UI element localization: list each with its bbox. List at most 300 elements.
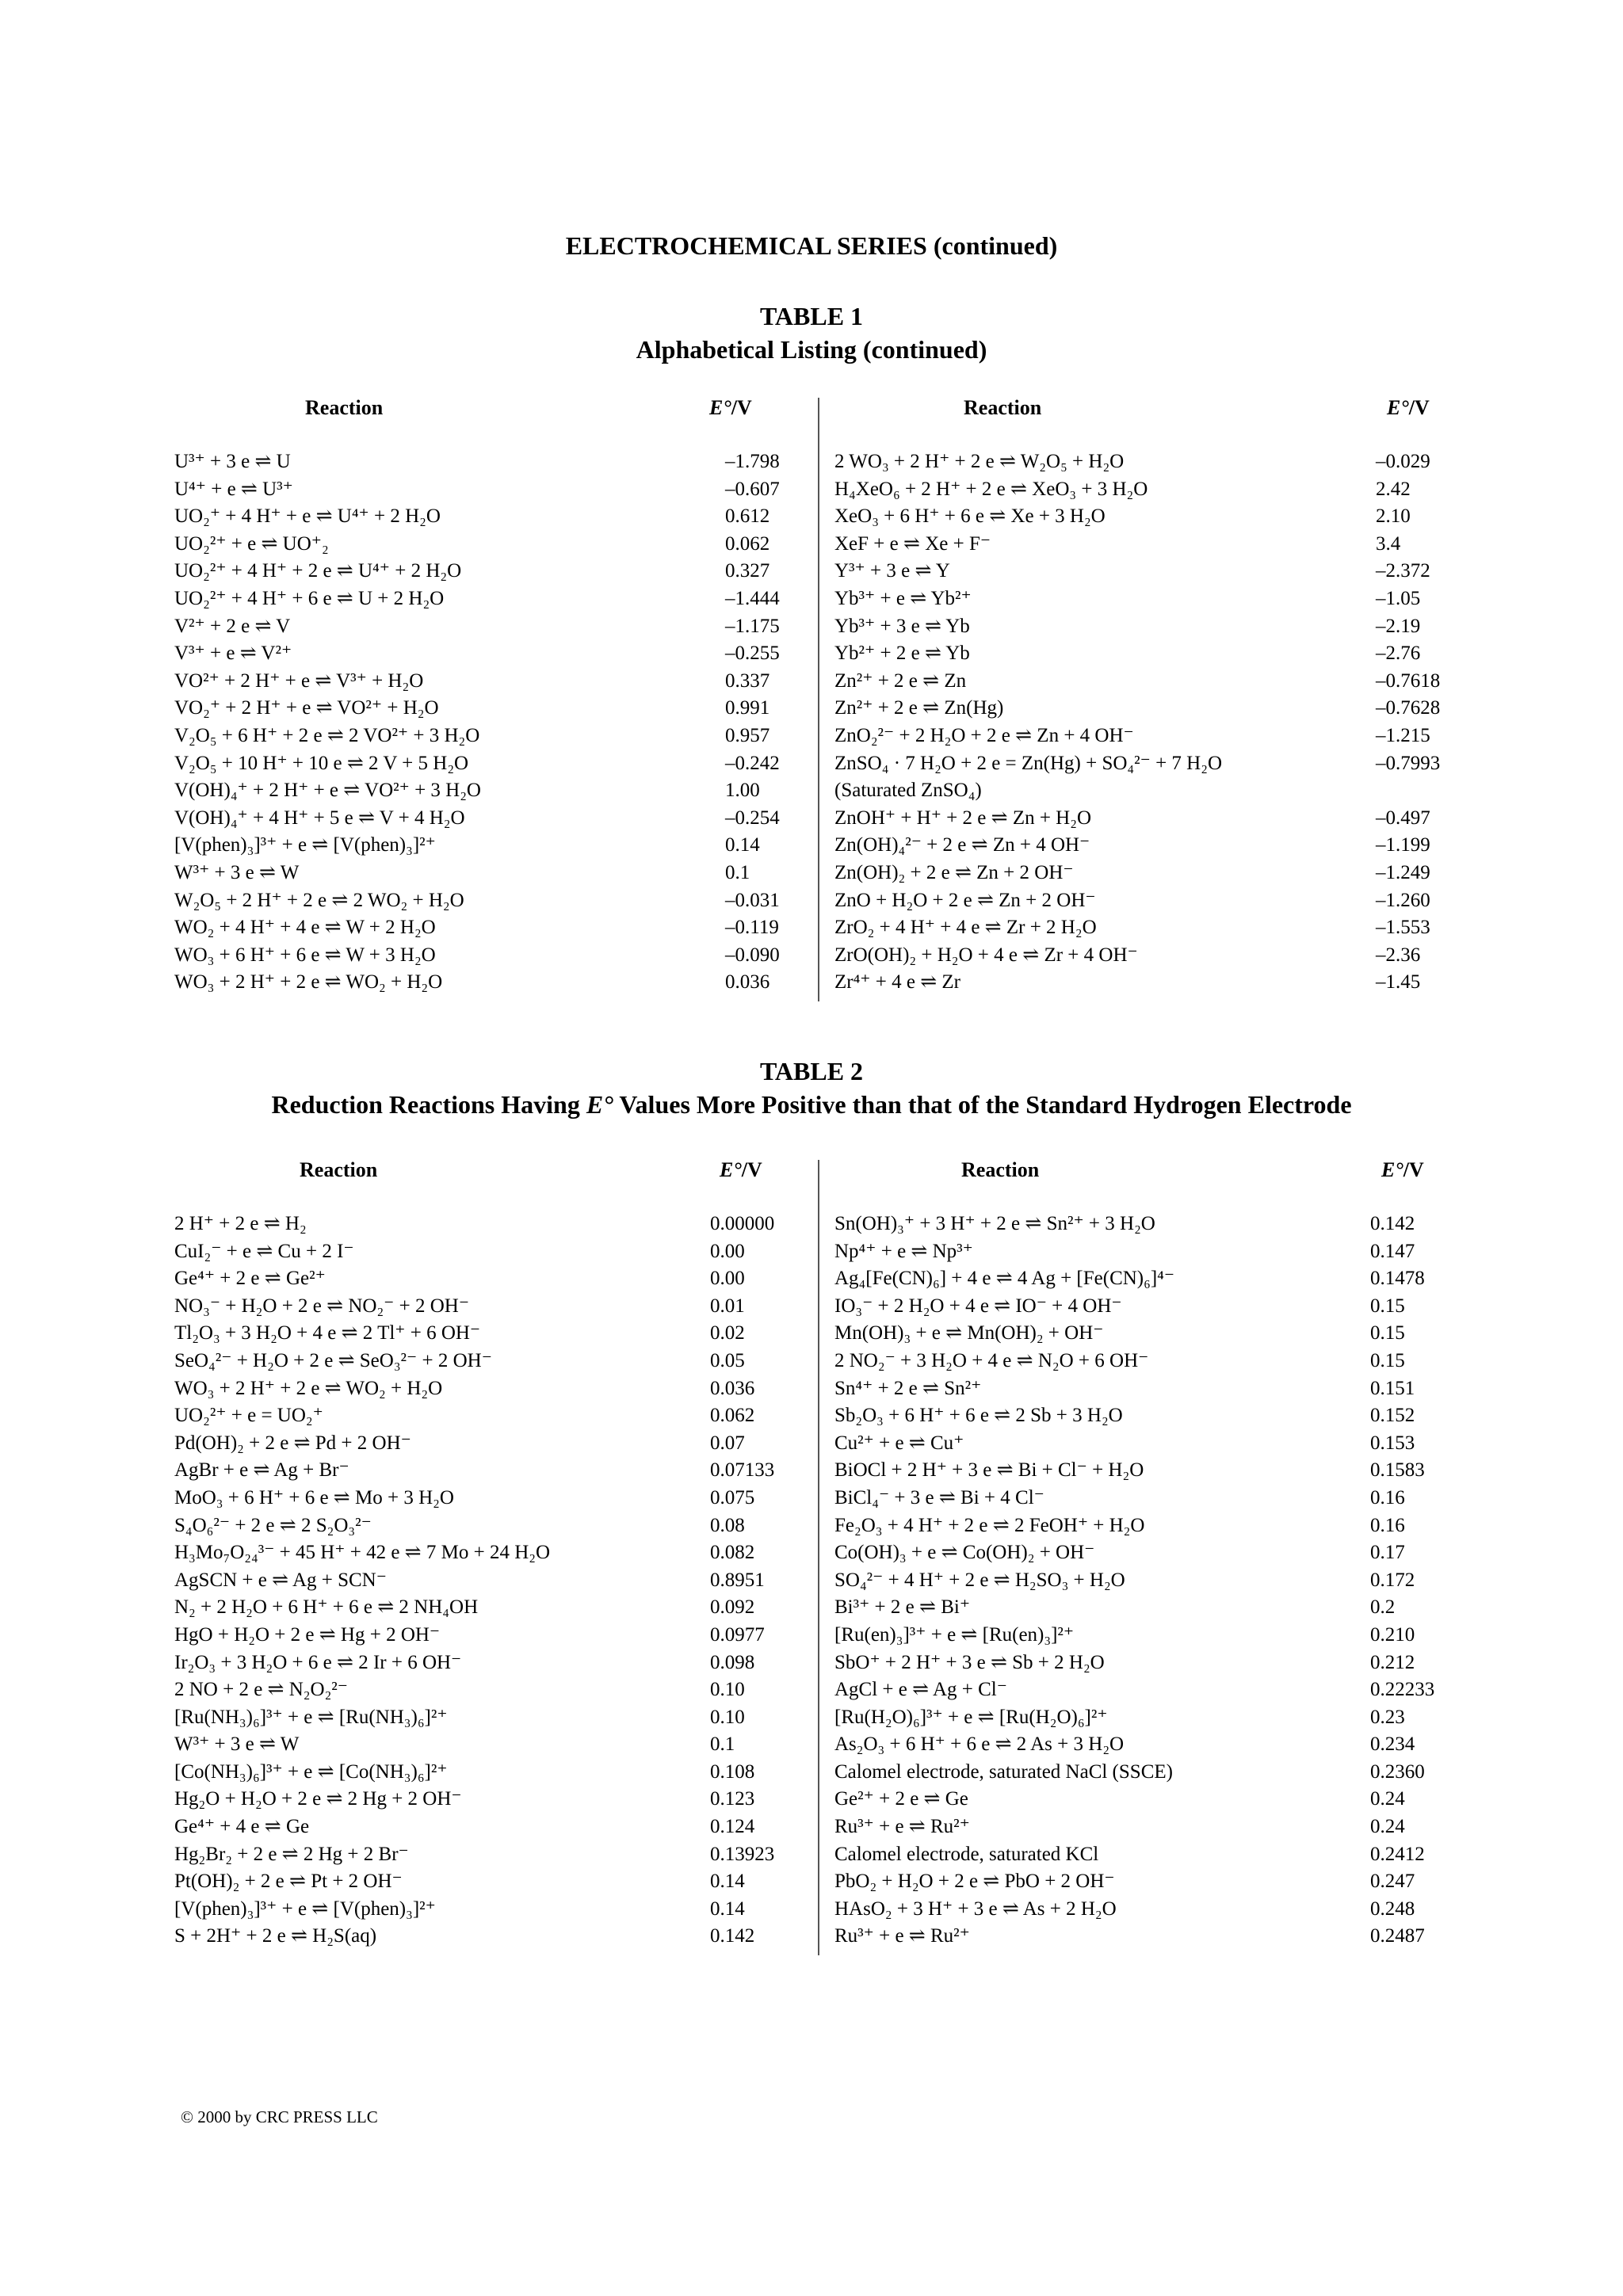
- reaction-cell: Tl₂O₃ + 3 H₂O + 4 e ⇌ 2 Tl⁺ + 6 OH⁻: [174, 1322, 481, 1344]
- potential-cell: 0.098: [710, 1651, 755, 1673]
- potential-cell: 0.082: [710, 1542, 755, 1564]
- table-row: [834, 777, 1453, 805]
- reaction-cell: Zn(OH)₄²⁻ + 2 e ⇌ Zn + 4 OH⁻: [834, 834, 1090, 856]
- reaction-cell: Pt(OH)₂ + 2 e ⇌ Pt + 2 OH⁻: [174, 1871, 403, 1893]
- table-row: [834, 723, 1453, 750]
- table2-subtitle-e: E°: [586, 1090, 613, 1119]
- potential-cell: 0.2360: [1370, 1760, 1425, 1783]
- potential-cell: 0.142: [710, 1925, 755, 1947]
- reaction-cell: CuI₂⁻ + e ⇌ Cu + 2 I⁻: [174, 1240, 354, 1262]
- potential-cell: 0.15: [1370, 1295, 1405, 1317]
- table-row: [174, 805, 780, 833]
- reaction-cell: BiCl₄⁻ + 3 e ⇌ Bi + 4 Cl⁻: [834, 1486, 1044, 1508]
- table-row: [174, 585, 780, 613]
- potential-cell: –0.7618: [1376, 669, 1441, 692]
- table-row: [834, 1786, 1453, 1814]
- table-row: [834, 1457, 1453, 1485]
- table-row: [834, 832, 1453, 860]
- potential-cell: 0.991: [725, 697, 770, 719]
- table-row: [834, 750, 1453, 778]
- reaction-cell: Calomel electrode, saturated NaCl (SSCE): [834, 1760, 1173, 1783]
- potential-cell: 0.24: [1370, 1816, 1405, 1838]
- reaction-cell: 2 WO₃ + 2 H⁺ + 2 e ⇌ W₂O₅ + H₂O: [834, 451, 1125, 472]
- table-row: [834, 1348, 1453, 1375]
- table-row: [174, 1430, 792, 1458]
- table1-left-column: [174, 396, 780, 1006]
- table-row: [834, 1868, 1453, 1896]
- reaction-cell: HgO + H₂O + 2 e ⇌ Hg + 2 OH⁻: [174, 1623, 441, 1646]
- potential-cell: –2.76: [1376, 643, 1421, 665]
- table1-heading: [0, 299, 1623, 366]
- reaction-cell: Ru³⁺ + e ⇌ Ru²⁺: [834, 1925, 970, 1947]
- e-header: E°/V: [720, 1158, 762, 1181]
- e-header: E°/V: [1381, 1158, 1424, 1181]
- reaction-cell: XeO₃ + 6 H⁺ + 6 e ⇌ Xe + 3 H₂O: [834, 505, 1106, 528]
- potential-cell: 0.172: [1370, 1569, 1415, 1591]
- potential-cell: 0.212: [1370, 1651, 1415, 1673]
- potential-cell: 0.075: [710, 1486, 755, 1508]
- reaction-cell: [Co(NH₃)₆]³⁺ + e ⇌ [Co(NH₃)₆]²⁺: [174, 1760, 448, 1783]
- table-row: [174, 1594, 792, 1622]
- table-row: [834, 805, 1453, 833]
- potential-cell: 0.151: [1370, 1377, 1415, 1399]
- table2-left-column: [174, 1158, 792, 1966]
- table-row: [174, 860, 777, 887]
- potential-cell: 0.13923: [710, 1843, 775, 1865]
- table-row: [834, 448, 1453, 476]
- potential-cell: 0.337: [725, 669, 770, 692]
- reaction-cell: UO₂²⁺ + e ⇌ UO⁺₂: [174, 532, 329, 555]
- potential-cell: 0.00000: [710, 1213, 775, 1234]
- table-row: [174, 1512, 792, 1540]
- table-row: [174, 1375, 792, 1403]
- reaction-cell: V(OH)₄⁺ + 2 H⁺ + e ⇌ VO²⁺ + 3 H₂O: [174, 780, 481, 802]
- table-row: [834, 531, 1453, 559]
- e-header: E°/V: [709, 396, 752, 419]
- potential-cell: 0.08: [710, 1514, 745, 1536]
- reaction-cell: Ge⁴⁺ + 4 e ⇌ Ge: [174, 1816, 310, 1838]
- table-row: [174, 942, 780, 970]
- reaction-cell: ZnSO₄ · 7 H₂O + 2 e = Zn(Hg) + SO₄²⁻ + 7 H₂O: [834, 752, 1223, 774]
- reaction-cell: Ag₄[Fe(CN)₆] + 4 e ⇌ 4 Ag + [Fe(CN)₆]⁴⁻: [834, 1268, 1175, 1290]
- table-row: [174, 531, 777, 559]
- reaction-cell: Zr⁴⁺ + 4 e ⇌ Zr: [834, 971, 960, 994]
- potential-cell: 0.01: [710, 1295, 745, 1317]
- reaction-cell: W³⁺ + 3 e ⇌ W: [174, 861, 300, 883]
- potential-cell: 0.14: [710, 1897, 745, 1920]
- potential-cell: 0.062: [710, 1405, 755, 1427]
- reaction-cell: Co(OH)₃ + e ⇌ Co(OH)₂ + OH⁻: [834, 1542, 1095, 1564]
- potential-cell: 0.153: [1370, 1432, 1415, 1454]
- table-row: [174, 1293, 792, 1321]
- potential-cell: 0.07: [710, 1432, 745, 1454]
- potential-cell: 3.4: [1376, 532, 1401, 555]
- reaction-cell: V₂O₅ + 6 H⁺ + 2 e ⇌ 2 VO²⁺ + 3 H₂O: [174, 724, 480, 746]
- table-row: [834, 1841, 1453, 1869]
- potential-cell: 0.152: [1370, 1405, 1415, 1427]
- table-row: [174, 1539, 792, 1567]
- reaction-cell: WO₂ + 4 H⁺ + 4 e ⇌ W + 2 H₂O: [174, 917, 436, 939]
- reaction-cell: MoO₃ + 6 H⁺ + 6 e ⇌ Mo + 3 H₂O: [174, 1486, 454, 1508]
- reaction-cell: [Ru(en)₃]³⁺ + e ⇌ [Ru(en)₃]²⁺: [834, 1623, 1075, 1646]
- table-row: [174, 1868, 792, 1896]
- reaction-cell: SO₄²⁻ + 4 H⁺ + 2 e ⇌ H₂SO₃ + H₂O: [834, 1569, 1125, 1591]
- reaction-cell: Hg₂O + H₂O + 2 e ⇌ 2 Hg + 2 OH⁻: [174, 1788, 462, 1810]
- potential-cell: 0.123: [710, 1788, 755, 1810]
- reaction-header: Reaction: [300, 1158, 378, 1181]
- table-row: [174, 1320, 792, 1348]
- table1-right-rows: [834, 448, 1453, 997]
- table-row: [174, 1265, 792, 1293]
- table1-right-column: [834, 396, 1453, 1006]
- table-row: [834, 613, 1453, 641]
- potential-cell: –0.7993: [1376, 752, 1441, 774]
- reaction-cell: [Ru(H₂O)₆]³⁺ + e ⇌ [Ru(H₂O)₆]²⁺: [834, 1706, 1108, 1728]
- table-row: [834, 1211, 1453, 1238]
- reaction-cell: Yb³⁺ + 3 e ⇌ Yb: [834, 615, 970, 637]
- table2-divider: [818, 1160, 819, 1955]
- potential-cell: –2.372: [1376, 560, 1430, 582]
- reaction-cell: [V(phen)₃]³⁺ + e ⇌ [V(phen)₃]²⁺: [174, 834, 436, 856]
- table2-heading: [0, 1055, 1623, 1121]
- table-row: [174, 640, 780, 668]
- table-row: [834, 503, 1453, 531]
- table-row: [834, 1320, 1453, 1348]
- reaction-header: Reaction: [964, 396, 1042, 419]
- table-row: [174, 1567, 792, 1595]
- potential-cell: 0.124: [710, 1816, 755, 1838]
- potential-cell: 2.42: [1376, 478, 1411, 500]
- table-row: [834, 1402, 1453, 1430]
- table-row: [834, 914, 1453, 942]
- reaction-cell: Ir₂O₃ + 3 H₂O + 6 e ⇌ 2 Ir + 6 OH⁻: [174, 1651, 462, 1673]
- reaction-cell: [Ru(NH₃)₆]³⁺ + e ⇌ [Ru(NH₃)₆]²⁺: [174, 1706, 448, 1728]
- potential-cell: 0.248: [1370, 1897, 1415, 1920]
- reaction-cell: Ge²⁺ + 2 e ⇌ Ge: [834, 1788, 968, 1810]
- table-row: [834, 1238, 1453, 1266]
- table-row: [174, 476, 780, 504]
- table-row: [174, 613, 780, 641]
- table-row: [174, 887, 780, 915]
- table1-divider: [818, 398, 819, 1001]
- potential-cell: 0.1478: [1370, 1268, 1425, 1290]
- reaction-cell: Hg₂Br₂ + 2 e ⇌ 2 Hg + 2 Br⁻: [174, 1843, 409, 1865]
- table-row: [834, 1814, 1453, 1841]
- reaction-header: Reaction: [305, 396, 384, 419]
- potential-cell: –0.031: [725, 889, 780, 911]
- page-title: ELECTROCHEMICAL SERIES (continued): [565, 231, 1058, 260]
- table-row: [174, 1704, 792, 1732]
- potential-cell: 0.2412: [1370, 1843, 1425, 1865]
- table-row: [834, 1567, 1453, 1595]
- reaction-cell: [V(phen)₃]³⁺ + e ⇌ [V(phen)₃]²⁺: [174, 1897, 436, 1920]
- reaction-cell: Yb²⁺ + 2 e ⇌ Yb: [834, 643, 970, 665]
- potential-cell: 0.00: [710, 1268, 745, 1290]
- reaction-cell: Sb₂O₃ + 6 H⁺ + 6 e ⇌ 2 Sb + 3 H₂O: [834, 1405, 1123, 1427]
- reaction-cell: As₂O₃ + 6 H⁺ + 6 e ⇌ 2 As + 3 H₂O: [834, 1733, 1125, 1756]
- potential-cell: 0.23: [1370, 1706, 1405, 1728]
- reaction-cell: U³⁺ + 3 e ⇌ U: [174, 451, 291, 472]
- potential-cell: 0.8951: [710, 1569, 765, 1591]
- potential-cell: 0.0977: [710, 1623, 765, 1646]
- reaction-cell: Fe₂O₃ + 4 H⁺ + 2 e ⇌ 2 FeOH⁺ + H₂O: [834, 1514, 1145, 1536]
- reaction-cell: 2 NO₂⁻ + 3 H₂O + 4 e ⇌ N₂O + 6 OH⁻: [834, 1349, 1149, 1371]
- table-row: [834, 969, 1453, 997]
- table2-right-header: [834, 1158, 1453, 1192]
- reaction-cell: UO₂²⁺ + 4 H⁺ + 6 e ⇌ U + 2 H₂O: [174, 587, 445, 609]
- potential-cell: 0.036: [725, 971, 770, 994]
- reaction-cell: BiOCl + 2 H⁺ + 3 e ⇌ Bi + Cl⁻ + H₂O: [834, 1459, 1144, 1482]
- reaction-cell: AgCl + e ⇌ Ag + Cl⁻: [834, 1679, 1007, 1701]
- potential-cell: 0.24: [1370, 1788, 1405, 1810]
- table-row: [174, 448, 780, 476]
- table1-left-rows: [174, 448, 780, 997]
- table-row: [174, 750, 780, 778]
- reaction-cell: Sn(OH)₃⁺ + 3 H⁺ + 2 e ⇌ Sn²⁺ + 3 H₂O: [834, 1213, 1155, 1234]
- reaction-cell: Sn⁴⁺ + 2 e ⇌ Sn²⁺: [834, 1377, 982, 1399]
- reaction-cell: Zn²⁺ + 2 e ⇌ Zn: [834, 669, 967, 692]
- table-row: [174, 1622, 792, 1650]
- potential-cell: 0.10: [710, 1706, 745, 1728]
- table-row: [834, 585, 1453, 613]
- potential-cell: 0.1583: [1370, 1459, 1425, 1482]
- table-row: [834, 668, 1453, 696]
- table-row: [174, 1923, 792, 1951]
- table-row: [174, 1814, 792, 1841]
- potential-cell: –1.215: [1376, 724, 1430, 746]
- table-row: [174, 1841, 792, 1869]
- table-row: [834, 1539, 1453, 1567]
- reaction-cell: PbO₂ + H₂O + 2 e ⇌ PbO + 2 OH⁻: [834, 1871, 1115, 1893]
- reaction-cell: V³⁺ + e ⇌ V²⁺: [174, 643, 292, 665]
- potential-cell: 0.16: [1370, 1514, 1405, 1536]
- table2-left-header: [174, 1158, 792, 1192]
- potential-cell: –2.36: [1376, 944, 1421, 966]
- table-row: [834, 1731, 1453, 1759]
- potential-cell: –1.45: [1376, 971, 1421, 994]
- reaction-cell: UO₂²⁺ + e = UO₂⁺: [174, 1405, 323, 1427]
- potential-cell: –1.175: [725, 615, 780, 637]
- table-row: [834, 1676, 1453, 1704]
- table-row: [174, 777, 777, 805]
- table-row: [174, 1731, 792, 1759]
- table1-left-header: [174, 396, 777, 429]
- table2-title: TABLE 2: [759, 1057, 864, 1085]
- table-row: [174, 1896, 792, 1924]
- table-row: [834, 887, 1453, 915]
- table-row: [834, 1594, 1453, 1622]
- potential-cell: –1.444: [725, 587, 780, 609]
- table2-subtitle-pre: Reduction Reactions Having: [271, 1090, 586, 1119]
- reaction-cell: NO₃⁻ + H₂O + 2 e ⇌ NO₂⁻ + 2 OH⁻: [174, 1295, 470, 1317]
- potential-cell: 0.07133: [710, 1459, 775, 1482]
- reaction-cell: VO₂⁺ + 2 H⁺ + e ⇌ VO²⁺ + H₂O: [174, 697, 439, 719]
- reaction-cell: Cu²⁺ + e ⇌ Cu⁺: [834, 1432, 964, 1454]
- reaction-cell: HAsO₂ + 3 H⁺ + 3 e ⇌ As + 2 H₂O: [834, 1897, 1117, 1920]
- potential-cell: –2.19: [1376, 615, 1421, 637]
- reaction-cell: H₃Mo₇O₂₄³⁻ + 45 H⁺ + 42 e ⇌ 7 Mo + 24 H₂O: [174, 1542, 551, 1564]
- reaction-cell: SeO₄²⁻ + H₂O + 2 e ⇌ SeO₃²⁻ + 2 OH⁻: [174, 1349, 492, 1371]
- e-header: E°/V: [1387, 396, 1430, 419]
- reaction-cell: WO₃ + 2 H⁺ + 2 e ⇌ WO₂ + H₂O: [174, 971, 443, 994]
- potential-cell: 0.062: [725, 532, 770, 555]
- reaction-cell: N₂ + 2 H₂O + 6 H⁺ + 6 e ⇌ 2 NH₄OH: [174, 1596, 479, 1619]
- table1-title: TABLE 1: [759, 302, 864, 330]
- potential-cell: –0.7628: [1376, 697, 1441, 719]
- potential-cell: –1.05: [1376, 587, 1421, 609]
- table2-subtitle-post: Values More Positive than that of the Standard Hydrogen Electrode: [613, 1090, 1352, 1119]
- reaction-cell: Mn(OH)₃ + e ⇌ Mn(OH)₂ + OH⁻: [834, 1322, 1104, 1344]
- potential-cell: 0.02: [710, 1322, 745, 1344]
- potential-cell: 0.10: [710, 1679, 745, 1701]
- table-row: [174, 832, 777, 860]
- potential-cell: –0.090: [725, 944, 780, 966]
- reaction-cell: AgSCN + e ⇌ Ag + SCN⁻: [174, 1569, 387, 1591]
- table1-right-header: [834, 396, 1453, 429]
- reaction-cell: Zn²⁺ + 2 e ⇌ Zn(Hg): [834, 697, 1004, 719]
- reaction-cell: Zn(OH)₂ + 2 e ⇌ Zn + 2 OH⁻: [834, 861, 1074, 883]
- table1-subtitle: Alphabetical Listing (continued): [636, 335, 987, 364]
- reaction-cell: ZrO₂ + 4 H⁺ + 4 e ⇌ Zr + 2 H₂O: [834, 917, 1097, 939]
- potential-cell: 0.1: [725, 861, 750, 883]
- table-row: [174, 1759, 792, 1787]
- potential-cell: 0.036: [710, 1377, 755, 1399]
- table-row: [174, 668, 777, 696]
- potential-cell: –0.254: [725, 807, 780, 829]
- table-row: [174, 558, 777, 585]
- potential-cell: 0.092: [710, 1596, 755, 1619]
- reaction-cell: Pd(OH)₂ + 2 e ⇌ Pd + 2 OH⁻: [174, 1432, 411, 1454]
- potential-cell: –1.199: [1376, 834, 1430, 856]
- potential-cell: 0.14: [725, 834, 760, 856]
- potential-cell: –1.260: [1376, 889, 1430, 911]
- potential-cell: –1.249: [1376, 861, 1430, 883]
- table-row: [174, 914, 777, 942]
- table-row: [834, 640, 1453, 668]
- table-row: [174, 1676, 792, 1704]
- potential-cell: 0.05: [710, 1349, 745, 1371]
- potential-cell: 0.327: [725, 560, 770, 582]
- reaction-cell: ZrO(OH)₂ + H₂O + 4 e ⇌ Zr + 4 OH⁻: [834, 944, 1138, 966]
- table-row: [174, 1348, 792, 1375]
- potential-cell: –0.497: [1376, 807, 1430, 829]
- table-row: [174, 723, 777, 750]
- potential-cell: –0.242: [725, 752, 780, 774]
- table-row: [174, 1457, 792, 1485]
- potential-cell: –1.553: [1376, 917, 1430, 939]
- potential-cell: 0.612: [725, 505, 770, 528]
- table-row: [834, 1512, 1453, 1540]
- potential-cell: –0.119: [725, 917, 779, 939]
- reaction-cell: VO²⁺ + 2 H⁺ + e ⇌ V³⁺ + H₂O: [174, 669, 424, 692]
- table-row: [834, 1650, 1453, 1677]
- table-row: [834, 1923, 1453, 1951]
- table-row: [834, 1704, 1453, 1732]
- table-row: [834, 558, 1453, 585]
- reaction-cell: H₄XeO₆ + 2 H⁺ + 2 e ⇌ XeO₃ + 3 H₂O: [834, 478, 1148, 500]
- table2-left-rows: [174, 1211, 792, 1951]
- reaction-cell: ZnO₂²⁻ + 2 H₂O + 2 e ⇌ Zn + 4 OH⁻: [834, 724, 1134, 746]
- reaction-cell: W³⁺ + 3 e ⇌ W: [174, 1733, 300, 1756]
- table-row: [834, 1896, 1453, 1924]
- table-row: [834, 860, 1453, 887]
- potential-cell: 0.16: [1370, 1486, 1405, 1508]
- reaction-cell: 2 H⁺ + 2 e ⇌ H₂: [174, 1213, 307, 1234]
- potential-cell: 0.247: [1370, 1871, 1415, 1893]
- reaction-cell: SbO⁺ + 2 H⁺ + 3 e ⇌ Sb + 2 H₂O: [834, 1651, 1105, 1673]
- table-row: [834, 1485, 1453, 1512]
- potential-cell: 0.147: [1370, 1240, 1415, 1262]
- reaction-cell: Np⁴⁺ + e ⇌ Np³⁺: [834, 1240, 973, 1262]
- table-row: [834, 1622, 1453, 1650]
- table-row: [174, 1211, 792, 1238]
- potential-cell: –1.798: [725, 451, 780, 472]
- potential-cell: 0.2: [1370, 1596, 1396, 1619]
- reaction-cell: Ru³⁺ + e ⇌ Ru²⁺: [834, 1816, 970, 1838]
- table-row: [834, 1759, 1453, 1787]
- table-row: [834, 476, 1453, 504]
- potential-cell: 0.957: [725, 724, 770, 746]
- reaction-cell: V²⁺ + 2 e ⇌ V: [174, 615, 291, 637]
- potential-cell: –0.029: [1376, 451, 1430, 472]
- potential-cell: 0.14: [710, 1871, 745, 1893]
- potential-cell: 0.108: [710, 1760, 755, 1783]
- potential-cell: 1.00: [725, 780, 760, 802]
- potential-cell: 0.22233: [1370, 1679, 1435, 1701]
- table2-right-rows: [834, 1211, 1453, 1951]
- table-row: [174, 1238, 792, 1266]
- reaction-cell: V(OH)₄⁺ + 4 H⁺ + 5 e ⇌ V + 4 H₂O: [174, 807, 465, 829]
- reaction-cell: ZnOH⁺ + H⁺ + 2 e ⇌ Zn + H₂O: [834, 807, 1092, 829]
- potential-cell: 0.15: [1370, 1322, 1405, 1344]
- reaction-cell: Ge⁴⁺ + 2 e ⇌ Ge²⁺: [174, 1268, 326, 1290]
- table-row: [834, 942, 1453, 970]
- potential-cell: 0.17: [1370, 1542, 1405, 1564]
- reaction-cell: V₂O₅ + 10 H⁺ + 10 e ⇌ 2 V + 5 H₂O: [174, 752, 469, 774]
- reaction-cell: Y³⁺ + 3 e ⇌ Y: [834, 560, 950, 582]
- potential-cell: 0.2487: [1370, 1925, 1425, 1947]
- reaction-cell: S₄O₆²⁻ + 2 e ⇌ 2 S₂O₃²⁻: [174, 1514, 372, 1536]
- table-row: [174, 1402, 792, 1430]
- potential-cell: 0.210: [1370, 1623, 1415, 1646]
- reaction-cell: IO₃⁻ + 2 H₂O + 4 e ⇌ IO⁻ + 4 OH⁻: [834, 1295, 1122, 1317]
- reaction-cell: UO₂²⁺ + 4 H⁺ + 2 e ⇌ U⁴⁺ + 2 H₂O: [174, 560, 462, 582]
- reaction-cell: ZnO + H₂O + 2 e ⇌ Zn + 2 OH⁻: [834, 889, 1096, 911]
- potential-cell: 0.15: [1370, 1349, 1405, 1371]
- reaction-cell: W₂O₅ + 2 H⁺ + 2 e ⇌ 2 WO₂ + H₂O: [174, 889, 464, 911]
- reaction-cell: AgBr + e ⇌ Ag + Br⁻: [174, 1459, 349, 1482]
- reaction-cell: Yb³⁺ + e ⇌ Yb²⁺: [834, 587, 972, 609]
- table-row: [174, 1650, 792, 1677]
- reaction-cell: WO₃ + 6 H⁺ + 6 e ⇌ W + 3 H₂O: [174, 944, 436, 966]
- reaction-cell: UO₂⁺ + 4 H⁺ + e ⇌ U⁴⁺ + 2 H₂O: [174, 505, 441, 528]
- table-row: [174, 1485, 792, 1512]
- table-row: [174, 695, 777, 723]
- potential-cell: –0.255: [725, 643, 780, 665]
- table-row: [834, 1293, 1453, 1321]
- reaction-cell: (Saturated ZnSO₄): [834, 780, 982, 802]
- potential-cell: 2.10: [1376, 505, 1411, 528]
- potential-cell: 0.142: [1370, 1213, 1415, 1234]
- table2-subtitle: [0, 1088, 1623, 1121]
- potential-cell: 0.00: [710, 1240, 745, 1262]
- table-row: [834, 1375, 1453, 1403]
- potential-cell: –0.607: [725, 478, 780, 500]
- copyright-footer: © 2000 by CRC PRESS LLC: [181, 2107, 378, 2126]
- table-row: [174, 969, 777, 997]
- reaction-header: Reaction: [961, 1158, 1040, 1181]
- table-row: [174, 503, 777, 531]
